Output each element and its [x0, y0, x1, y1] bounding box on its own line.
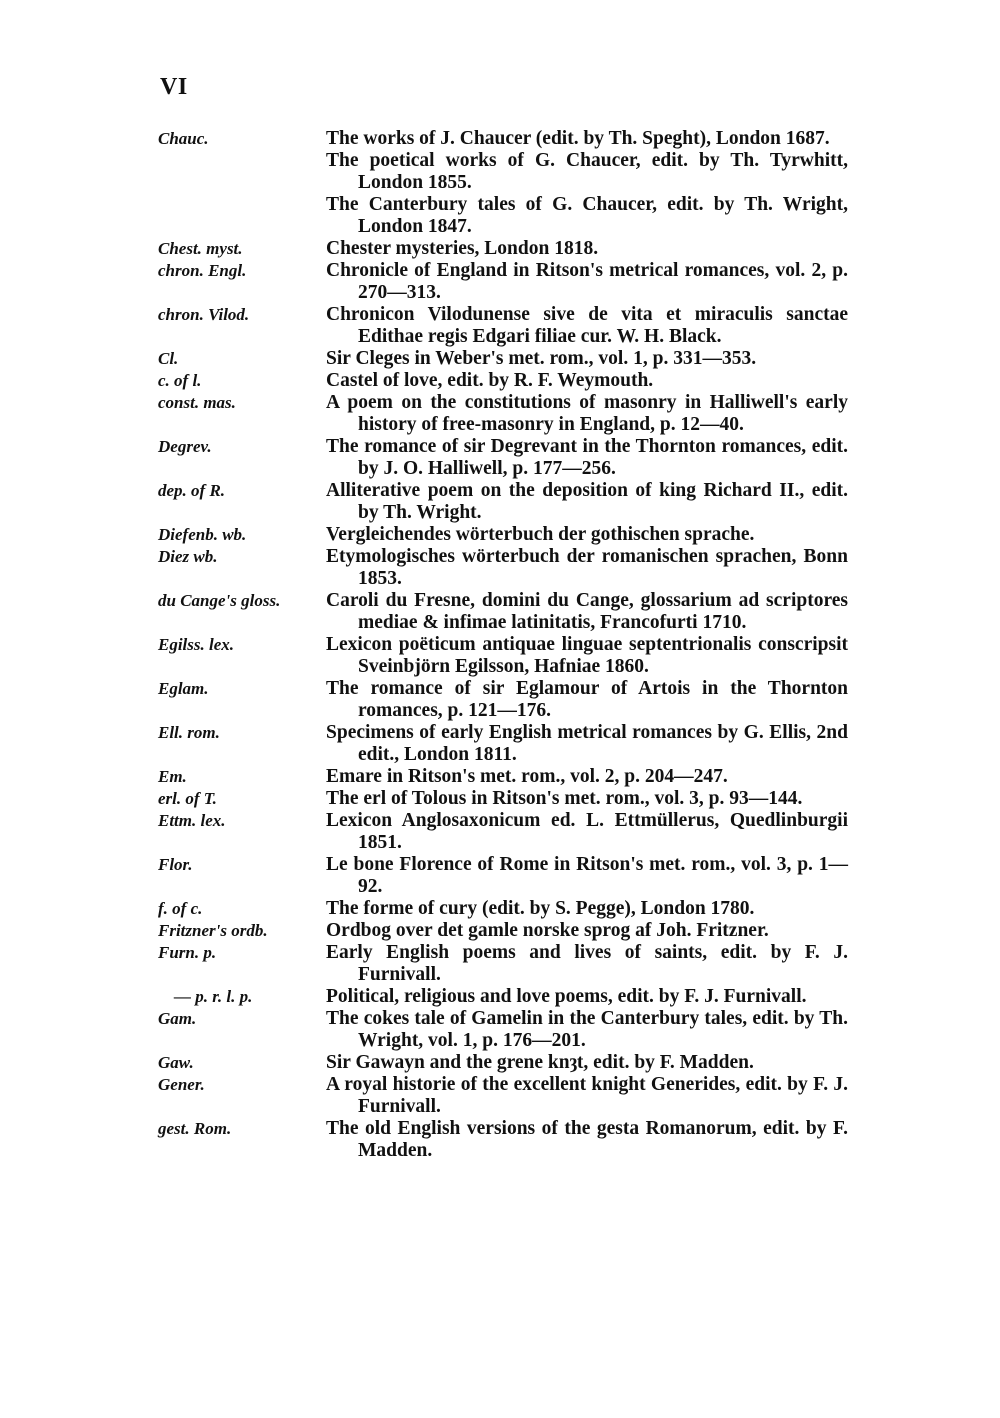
definition-group [326, 678, 848, 722]
abbreviation: Diez wb. [158, 547, 218, 566]
abbreviation-entry [158, 304, 848, 348]
source-definition: The old English versions of the gesta Romanorum, edit. by F. Madden. [326, 1118, 848, 1161]
definition-group [326, 920, 848, 942]
source-definition: Chronicon Vilodunense sive de vita et miraculis sanctae Edithae regis Edgari filiae cur. W. H. Black. [326, 304, 848, 347]
source-definition: Castel of love, edit. by R. F. Weymouth. [326, 370, 654, 391]
abbreviation: Ettm. lex. [158, 811, 226, 830]
source-definition: Lexicon Anglosaxonicum ed. L. Ettmüllerus, Quedlinburgii 1851. [326, 810, 848, 853]
source-definition: The forme of cury (edit. by S. Pegge), London 1780. [326, 898, 755, 919]
definition-group [326, 898, 848, 920]
source-definition: Etymologisches wörterbuch der romanischen sprachen, Bonn 1853. [326, 546, 848, 589]
definition-group [326, 1008, 848, 1052]
source-definition: Emare in Ritson's met. rom., vol. 2, p. 204—247. [326, 766, 728, 787]
abbreviation: c. of l. [158, 371, 202, 390]
abbreviation: Flor. [158, 855, 193, 874]
abbreviation-entry [158, 810, 848, 854]
abbreviation-entry [158, 1074, 848, 1118]
abbreviation-entry [158, 1052, 848, 1074]
abbreviation-entry [158, 766, 848, 788]
abbreviation-entry [158, 898, 848, 920]
definition-group [326, 722, 848, 766]
abbreviation-entry [158, 1118, 848, 1162]
abbreviation-entry [158, 480, 848, 524]
definition-group [326, 480, 848, 524]
abbreviation-entry [158, 920, 848, 942]
abbreviation-entry [158, 392, 848, 436]
abbreviation-entry [158, 854, 848, 898]
abbreviation: f. of c. [158, 899, 203, 918]
definition-group [326, 370, 848, 392]
definition-group [326, 766, 848, 788]
definition-group [326, 436, 848, 480]
source-definition: The cokes tale of Gamelin in the Canterbury tales, edit. by Th. Wright, vol. 1, p. 176—201. [326, 1008, 848, 1051]
source-definition: Specimens of early English metrical romances by G. Ellis, 2nd edit., London 1811. [326, 722, 848, 765]
source-definition: Chronicle of England in Ritson's metrical romances, vol. 2, p. 270—313. [326, 260, 848, 303]
abbreviation-entry [158, 986, 848, 1008]
source-definition: Caroli du Fresne, domini du Cange, glossarium ad scriptores mediae & infimae latinitatis, Francofurti 1710. [326, 590, 848, 633]
abbreviation-entry [158, 1008, 848, 1052]
abbreviation: gest. Rom. [158, 1119, 232, 1138]
definition-group [326, 546, 848, 590]
definition-group [326, 590, 848, 634]
abbreviation: Chauc. [158, 129, 209, 148]
source-definition: Sir Gawayn and the grene knȝt, edit. by F. Madden. [326, 1052, 754, 1073]
abbreviation: chron. Vilod. [158, 305, 250, 324]
abbreviation-entry [158, 260, 848, 304]
source-definition: A poem on the constitutions of masonry in Halliwell's early history of free-masonry in England, p. 12—40. [326, 392, 848, 435]
definition-group [326, 392, 848, 436]
abbreviation: Em. [158, 767, 187, 786]
source-definition: The romance of sir Eglamour of Artois in the Thornton romances, p. 121—176. [326, 678, 848, 721]
abbreviation: du Cange's gloss. [158, 591, 281, 610]
abbreviation: Diefenb. wb. [158, 525, 247, 544]
definition-group [326, 810, 848, 854]
abbreviation: Eglam. [158, 679, 209, 698]
definition-group [326, 986, 848, 1008]
abbreviation: Fritzner's ordb. [158, 921, 268, 940]
abbreviation-entry [158, 722, 848, 766]
source-definition: The works of J. Chaucer (edit. by Th. Speght), London 1687. [326, 128, 830, 149]
abbreviation: Egilss. lex. [158, 635, 235, 654]
abbreviation: Gaw. [158, 1053, 194, 1072]
abbreviation-entry [158, 524, 848, 546]
abbreviation-entry [158, 348, 848, 370]
abbreviation-entry [158, 238, 848, 260]
abbreviation: const. mas. [158, 393, 236, 412]
abbreviation: — p. r. l. p. [174, 987, 253, 1006]
source-definition: Political, religious and love poems, edit. by F. J. Furnivall. [326, 986, 807, 1007]
abbreviation: dep. of R. [158, 481, 226, 500]
source-definition: Sir Cleges in Weber's met. rom., vol. 1, p. 331—353. [326, 348, 757, 369]
abbreviation-entry [158, 436, 848, 480]
abbreviation: chron. Engl. [158, 261, 247, 280]
definition-group [326, 634, 848, 678]
source-definition: Chester mysteries, London 1818. [326, 238, 599, 259]
source-definition: Ordbog over det gamle norske sprog af Joh. Fritzner. [326, 920, 769, 941]
source-definition: The Canterbury tales of G. Chaucer, edit. by Th. Wright, London 1847. [326, 194, 848, 237]
abbreviation-entry [158, 128, 848, 238]
source-definition: Alliterative poem on the deposition of king Richard II., edit. by Th. Wright. [326, 480, 848, 523]
source-definition: The erl of Tolous in Ritson's met. rom., vol. 3, p. 93—144. [326, 788, 803, 809]
source-definition: A royal historie of the excellent knight Generides, edit. by F. J. Furnivall. [326, 1074, 848, 1117]
definition-group [326, 1052, 848, 1074]
abbreviation-entry [158, 590, 848, 634]
definition-group [326, 788, 848, 810]
definition-group [326, 260, 848, 304]
abbreviation: Gam. [158, 1009, 197, 1028]
definition-group [326, 942, 848, 986]
source-definition: The poetical works of G. Chaucer, edit. by Th. Tyrwhitt, London 1855. [326, 150, 848, 193]
definition-group [326, 1074, 848, 1118]
source-definition: Lexicon poëticum antiquae linguae septentrionalis conscripsit Sveinbjörn Egilsson, Hafniae 1860. [326, 634, 848, 677]
abbreviation: Furn. p. [158, 943, 217, 962]
definition-group [326, 304, 848, 348]
abbreviation: Gener. [158, 1075, 205, 1094]
abbreviation-entry [158, 788, 848, 810]
abbreviation: Degrev. [158, 437, 212, 456]
abbreviation: Chest. myst. [158, 239, 243, 258]
definition-group [326, 128, 848, 238]
page-number: VI [160, 74, 188, 100]
abbreviation-entry [158, 678, 848, 722]
definition-group [326, 524, 848, 546]
abbreviation-entry [158, 370, 848, 392]
abbreviation-entry [158, 634, 848, 678]
definition-group [326, 238, 848, 260]
source-definition: Le bone Florence of Rome in Ritson's met. rom., vol. 3, p. 1—92. [326, 854, 848, 897]
source-definition: Early English poems and lives of saints, edit. by F. J. Furnivall. [326, 942, 848, 985]
abbreviation-entry [158, 546, 848, 590]
abbreviation-entry [158, 942, 848, 986]
definition-group [326, 854, 848, 898]
abbreviation: erl. of T. [158, 789, 217, 808]
abbreviation: Cl. [158, 349, 179, 368]
definition-group [326, 1118, 848, 1162]
source-definition: The romance of sir Degrevant in the Thornton romances, edit. by J. O. Halliwell, p. 177—256. [326, 436, 848, 479]
abbreviation-list [158, 128, 848, 1162]
abbreviation: Ell. rom. [158, 723, 220, 742]
source-definition: Vergleichendes wörterbuch der gothischen sprache. [326, 524, 755, 545]
definition-group [326, 348, 848, 370]
